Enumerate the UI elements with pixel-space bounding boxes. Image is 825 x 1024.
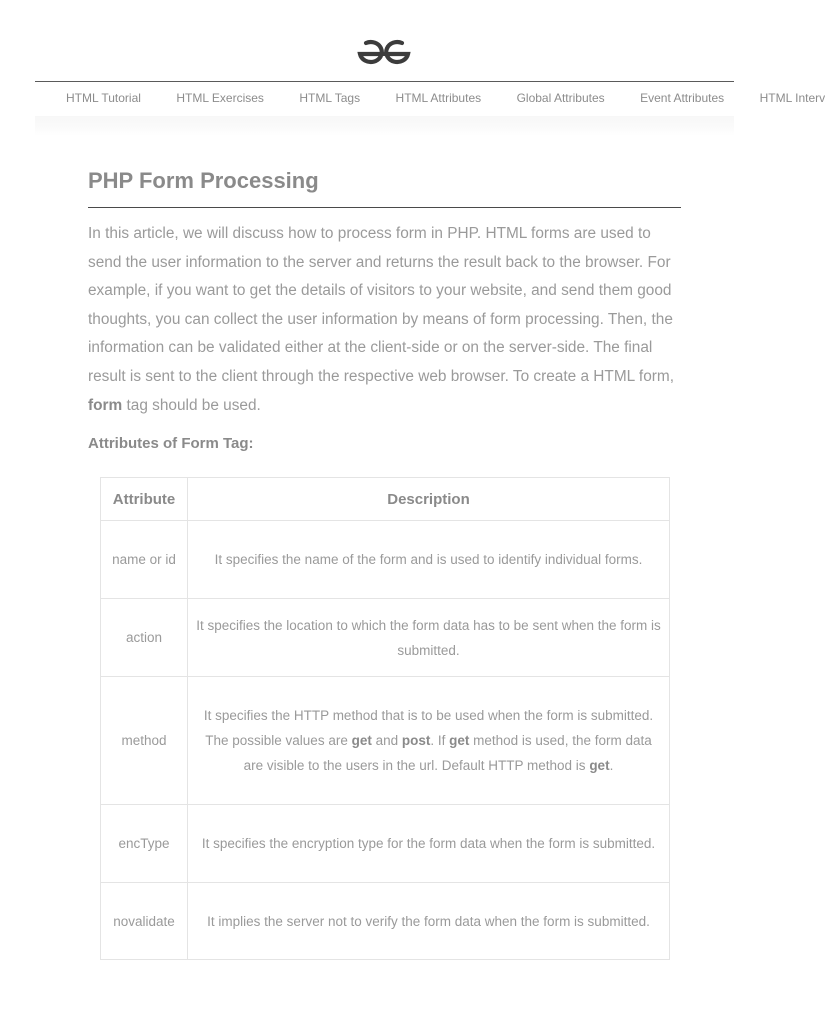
header-divider — [35, 81, 734, 82]
table-row — [101, 805, 670, 883]
table-header-row — [101, 478, 670, 521]
column-header-attribute: Attribute — [101, 478, 188, 521]
desc-text: It specifies the HTTP method that is to be used when the form is submitted. The possible values are — [203, 708, 654, 748]
description-cell — [188, 677, 670, 805]
attribute-cell: method — [101, 677, 188, 805]
attribute-cell: novalidate — [101, 883, 188, 960]
nav-item-event-attributes[interactable]: Event Attributes — [640, 91, 725, 105]
table-row — [101, 599, 670, 677]
attribute-cell: name or id — [101, 521, 188, 599]
table-row — [101, 521, 670, 599]
page-title: PHP Form Processing — [88, 168, 319, 193]
site-logo[interactable] — [0, 38, 768, 78]
nav-item-html-attributes[interactable]: HTML Attributes — [395, 91, 482, 105]
attributes-table — [100, 477, 670, 960]
table-row — [101, 677, 670, 805]
gfg-logo-icon — [356, 38, 412, 68]
attributes-heading: Attributes of Form Tag: — [88, 435, 254, 453]
table-row — [101, 883, 670, 960]
nav-item-html-exercises[interactable]: HTML Exercises — [176, 91, 264, 105]
desc-text: method is used, the form data are visible to the users in the url. Default HTTP method is — [243, 733, 652, 773]
article — [88, 164, 681, 456]
desc-text: . — [609, 758, 614, 773]
intro-text-end: tag should be used. — [122, 396, 261, 414]
description-cell: It specifies the location to which the form data has to be sent when the form is submitted. — [188, 599, 670, 677]
nav-item-html-interview[interactable]: HTML Interv — [759, 91, 825, 105]
intro-form-keyword: form — [88, 396, 123, 414]
keyword-post: post — [401, 733, 431, 748]
description-cell: It specifies the name of the form and is used to identify individual forms. — [188, 521, 670, 599]
nav-item-html-tags[interactable]: HTML Tags — [299, 91, 361, 105]
intro-paragraph — [88, 220, 681, 420]
description-cell: It specifies the encryption type for the form data when the form is submitted. — [188, 805, 670, 883]
intro-text: In this article, we will discuss how to process form in PHP. HTML forms are used to send the user information to the server and returns the result back to the browser. For example, if you want to get the details of visitors to your website, and send them good thoughts, you can collect the user information by means of form processing. Then, the information can be validated either at the client-side or on the server-side. The final result is sent to the client through the respective web browser. To create a HTML form, — [88, 225, 674, 385]
attribute-cell: encType — [101, 805, 188, 883]
nav-item-html-tutorial[interactable]: HTML Tutorial — [66, 91, 141, 105]
keyword-get: get — [449, 733, 470, 748]
attribute-cell: action — [101, 599, 188, 677]
description-cell: It implies the server not to verify the form data when the form is submitted. — [188, 883, 670, 960]
topic-nav — [35, 88, 825, 110]
keyword-get: get — [351, 733, 372, 748]
column-header-description: Description — [188, 478, 670, 521]
nav-shadow — [35, 116, 734, 136]
desc-text: . If — [430, 733, 450, 748]
nav-item-global-attributes[interactable]: Global Attributes — [516, 91, 605, 105]
desc-text: and — [371, 733, 402, 748]
keyword-get: get — [589, 758, 610, 773]
title-divider — [88, 207, 681, 208]
